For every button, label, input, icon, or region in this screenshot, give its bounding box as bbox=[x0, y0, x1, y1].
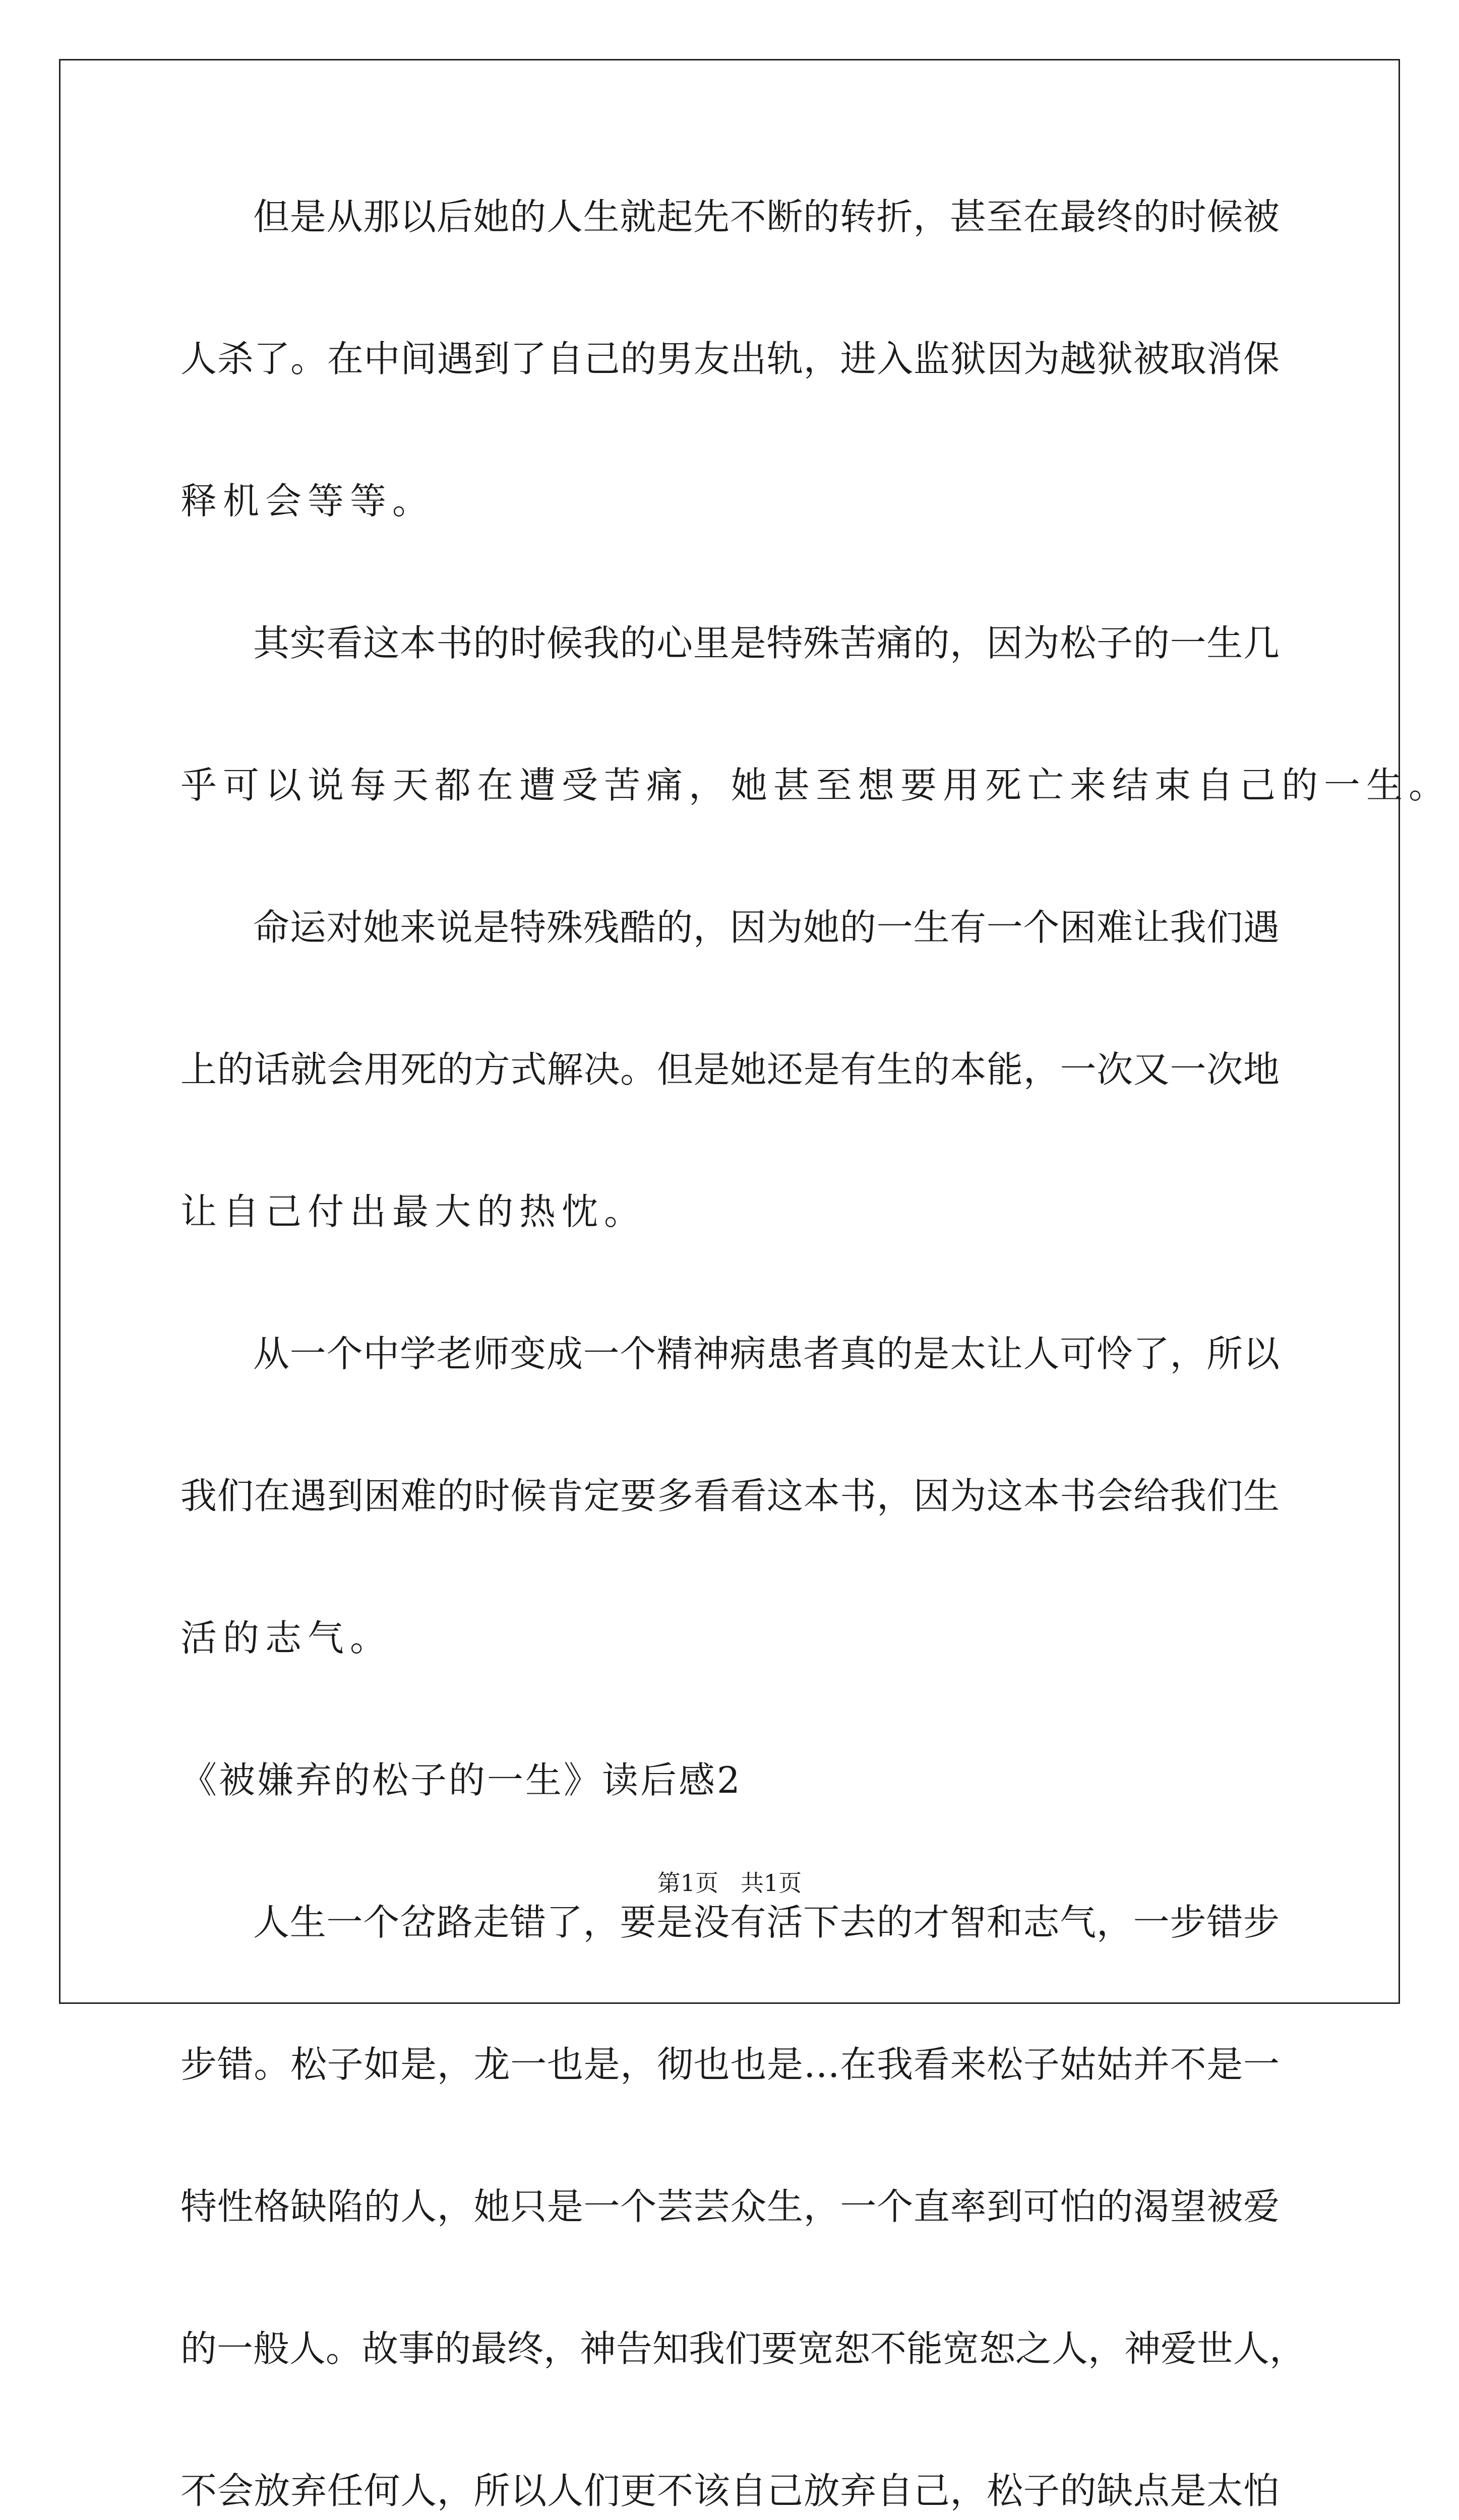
paragraph-line: 特性格缺陷的人，她只是一个芸芸众生，一个直率到可怕的渴望被爱 bbox=[180, 2185, 1280, 2228]
paragraph-line: 不会放弃任何人，所以人们更不该自己放弃自己，松子的缺点是太怕 bbox=[180, 2470, 1280, 2512]
paragraph-line: 上的话就会用死的方式解决。但是她还是有生的本能，一次又一次地 bbox=[180, 1048, 1280, 1091]
paragraph-line: 从一个中学老师变成一个精神病患者真的是太让人可怜了，所以 bbox=[253, 1333, 1280, 1375]
paragraph-line: 命运对她来说是特殊残酷的，因为她的一生有一个困难让我们遇 bbox=[253, 906, 1280, 949]
paragraph-line: 释机会等等。 bbox=[180, 480, 435, 522]
paragraph-line: 的一般人。故事的最终，神告知我们要宽恕不能宽恕之人，神爱世人， bbox=[180, 2327, 1306, 2370]
paragraph-line: 但是从那以后她的人生就起先不断的转折，甚至在最终的时候被 bbox=[253, 196, 1280, 238]
paragraph-line: 其实看这本书的时候我的心里是特殊苦痛的，因为松子的一生几 bbox=[253, 622, 1280, 664]
page-footer: 第1页 共1页 bbox=[657, 1869, 802, 1897]
paragraph-line: 乎可以说每天都在遭受苦痛，她甚至想要用死亡来结束自己的一生。 bbox=[180, 764, 1451, 806]
paragraph-line: 让自己付出最大的热忱。 bbox=[180, 1190, 647, 1233]
paragraph-line: 我们在遇到困难的时候肯定要多看看这本书，因为这本书会给我们生 bbox=[180, 1475, 1280, 1517]
paragraph-line: 活的志气。 bbox=[180, 1617, 393, 1659]
section-heading: 《被嫌弃的松子的一生》读后感2 bbox=[180, 1759, 742, 1801]
paragraph-line: 人杀了。在中间遇到了自己的男友出轨，进入监狱因为越狱被取消保 bbox=[180, 338, 1280, 380]
document-body bbox=[180, 184, 1451, 2520]
paragraph-line: 步错。松子如是，龙一也是，彻也也是…在我看来松子姑姑并不是一 bbox=[180, 2043, 1280, 2086]
paragraph-line: 人生一个岔路走错了，要是没有活下去的才智和志气，一步错步 bbox=[253, 1901, 1280, 1943]
